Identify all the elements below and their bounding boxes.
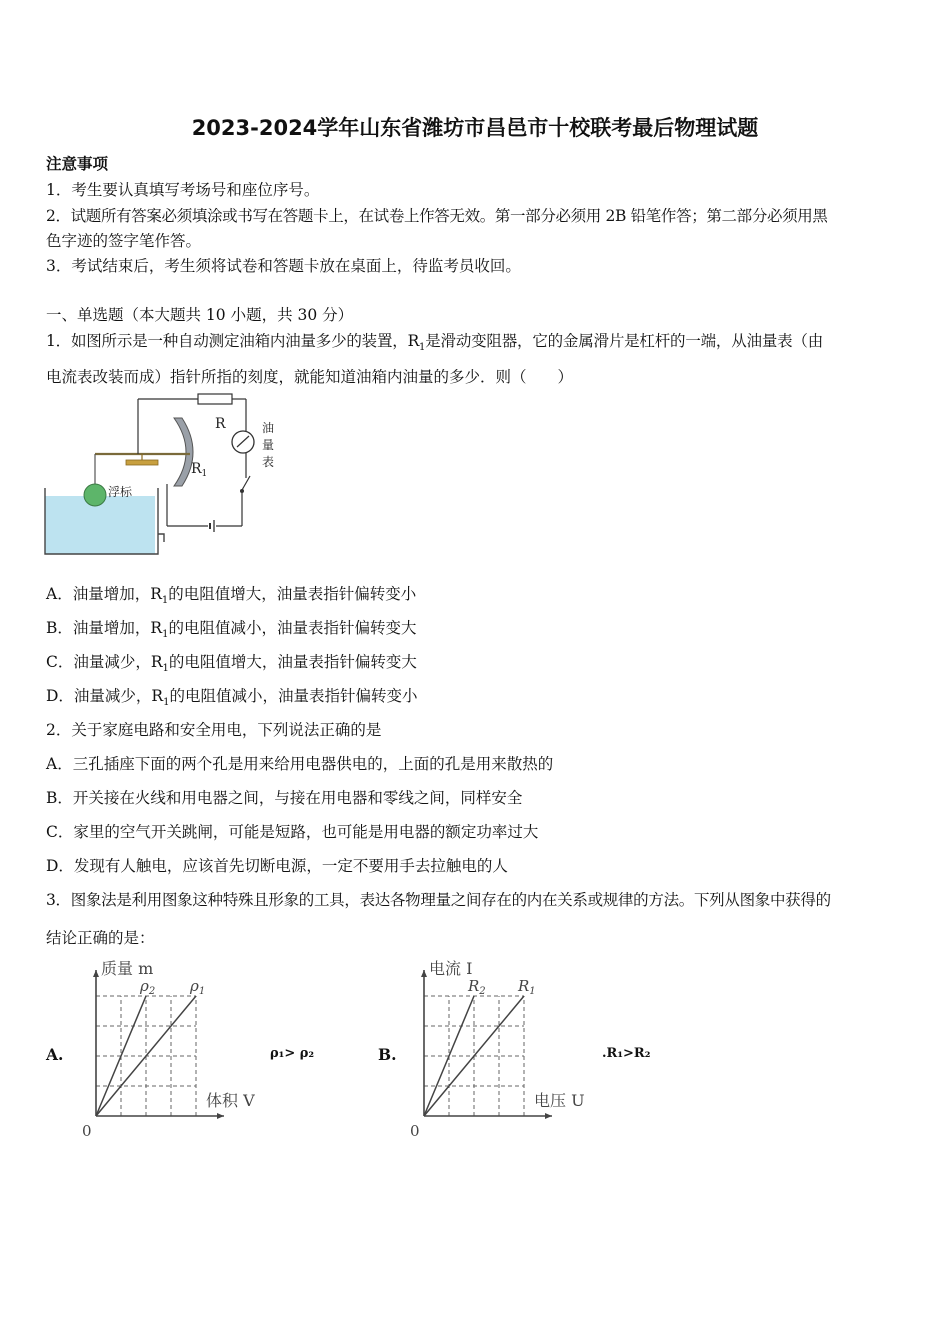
q3-chart-b <box>398 952 608 1142</box>
q1-option-d: D．油量减少，$R_1$的电阻值减小，油量表指针偏转变小 <box>46 687 418 709</box>
notice-item-2: 2．试题所有答案必须填涂或书写在答题卡上，在试卷上作答无效。第一部分必须用 2B 铅笔作答；第二部分必须用黑 <box>46 207 828 225</box>
q3-stem-line1: 3．图象法是利用图象这种特殊且形象的工具，表达各物理量之间存在的内在关系或规律的方法。下列从图象中获得的 <box>46 891 831 909</box>
q1-stem-line2: 电流表改装而成）指针所指的刻度，就能知道油箱内油量的多少．则（ ） <box>46 368 574 386</box>
q2-option-c: C．家里的空气开关跳闸，可能是短路，也可能是用电器的额定功率过大 <box>46 823 539 841</box>
q2-option-a: A．三孔插座下面的两个孔是用来给用电器供电的，上面的孔是用来散热的 <box>46 755 554 773</box>
chart-b-y-label: 电流 I <box>429 959 473 978</box>
q1-stem-part-a: 1．如图所示是一种自动测定油箱内油量多少的装置，R <box>46 332 420 350</box>
chart-b-origin-label: 0 <box>410 1122 420 1140</box>
q1-stem-part-b: 是滑动变阻器，它的金属滑片是杠杆的一端，从油量表（由 <box>425 332 824 350</box>
chart-b-series-label-R1: $R_1$ <box>518 977 536 997</box>
chart-b-x-label: 电压 U <box>534 1091 585 1110</box>
meter-label-1: 油 <box>262 421 275 435</box>
q1-figure <box>40 392 290 560</box>
q2-stem: 2．关于家庭电路和安全用电，下列说法正确的是 <box>46 721 382 739</box>
chart-a-x-label: 体积 V <box>206 1091 255 1110</box>
float-ball <box>84 484 106 506</box>
q3-option-b-conclusion: .R₁>R₂ <box>602 1046 651 1061</box>
q3-chart-a <box>70 952 280 1142</box>
pivot <box>126 460 158 465</box>
q1-option-b: B．油量增加，$R_1$的电阻值减小，油量表指针偏转变大 <box>46 619 417 641</box>
q3-option-b-label: B. <box>378 1045 397 1064</box>
chart-b-x-arrow <box>545 1113 552 1119</box>
meter-label-2: 量 <box>262 438 275 452</box>
chart-b-series-label-R2: $R_2$ <box>468 977 486 997</box>
label-r: R <box>215 416 226 432</box>
chart-a-origin-label: 0 <box>82 1122 92 1140</box>
float-label: 浮标 <box>108 485 133 499</box>
notice-item-3: 3．考试结束后，考生须将试卷和答题卡放在桌面上，待监考员收回。 <box>46 257 521 275</box>
chart-a-y-label: 质量 m <box>101 959 154 978</box>
q3-stem-line2: 结论正确的是： <box>46 929 155 947</box>
chart-a-y-arrow <box>93 970 99 977</box>
q2-option-b: B．开关接在火线和用电器之间，与接在用电器和零线之间，同样安全 <box>46 789 523 807</box>
q1-option-c: C．油量减少，$R_1$的电阻值增大，油量表指针偏转变大 <box>46 653 417 675</box>
label-r1: $R_1$ <box>191 461 208 479</box>
page-title: 2023-2024学年山东省潍坊市昌邑市十校联考最后物理试题 <box>191 116 759 140</box>
chart-b-y-arrow <box>421 970 427 977</box>
q3-option-a-label: A. <box>46 1045 64 1064</box>
section-heading: 一、单选题（本大题共 10 小题，共 30 分） <box>46 306 354 324</box>
q2-option-d: D．发现有人触电，应该首先切断电源，一定不要用手去拉触电的人 <box>46 857 508 875</box>
tank-tap <box>158 534 164 542</box>
meter-label-3: 表 <box>262 455 275 469</box>
chart-a-series-label-ρ1: $\rho_1$ <box>190 977 206 997</box>
q1-option-a: A．油量增加，$R_1$的电阻值增大，油量表指针偏转变小 <box>46 585 417 607</box>
chart-a-series-label-ρ2: $\rho_2$ <box>140 977 156 997</box>
q3-option-a-conclusion: ρ₁> ρ₂ <box>270 1046 315 1061</box>
resistor-r <box>198 394 232 404</box>
q1-stem-line1 <box>46 329 823 353</box>
notice-item-1: 1．考生要认真填写考场号和座位序号。 <box>46 181 320 199</box>
q1-stem-sub: 1 <box>419 342 426 354</box>
notice-heading: 注意事项 <box>46 154 109 173</box>
switch <box>242 476 250 490</box>
notice-item-2-cont: 色字迹的签字笔作答。 <box>46 232 202 250</box>
chart-a-x-arrow <box>217 1113 224 1119</box>
